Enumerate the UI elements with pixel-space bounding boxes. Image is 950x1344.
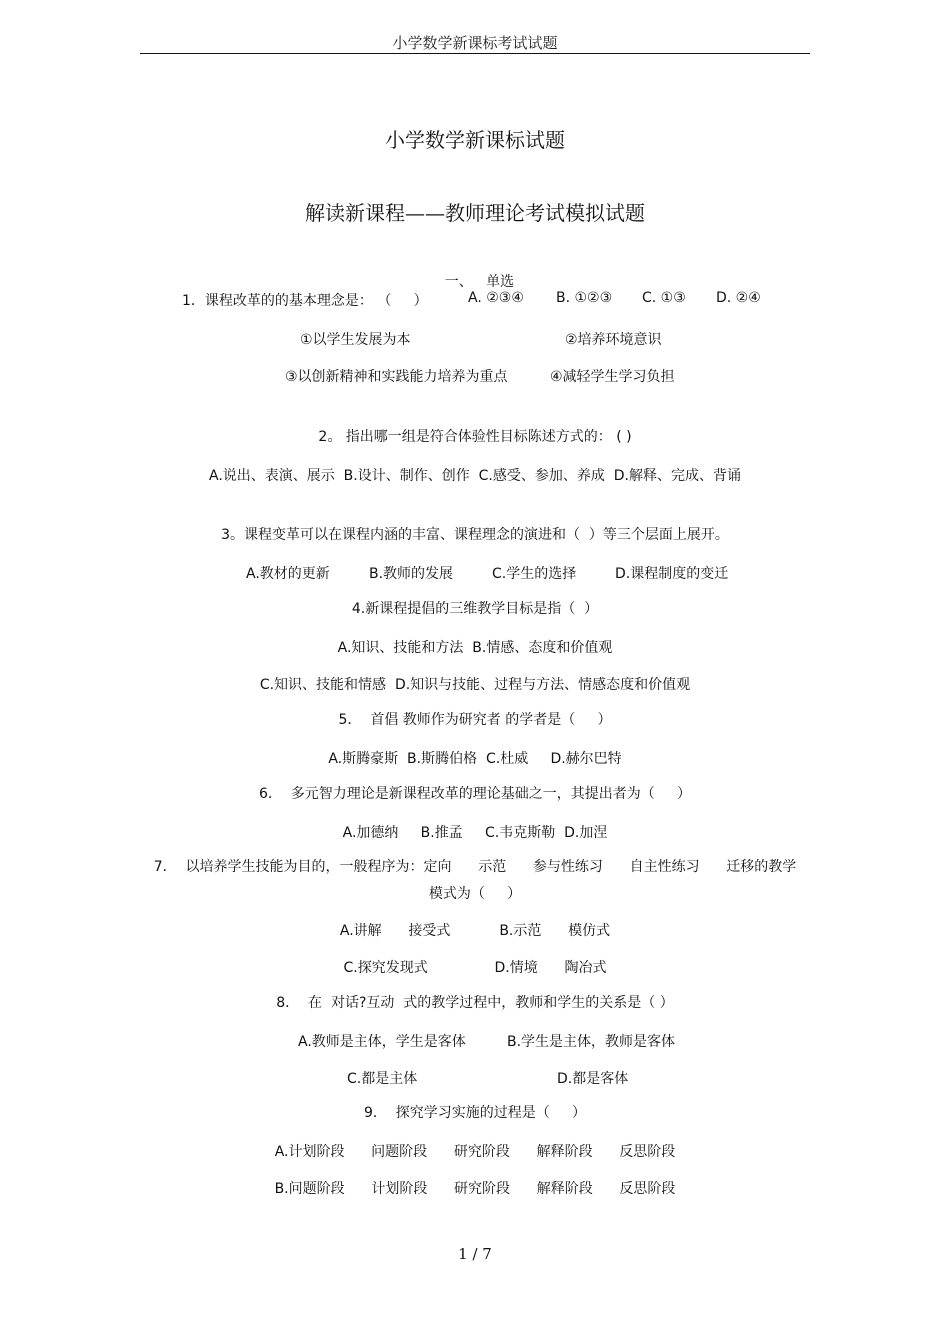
q1-item-2: ②培养环境意识	[565, 332, 662, 348]
q8-option-a: A.教师是主体，学生是客体	[298, 1034, 466, 1050]
q3-option-d: D.课程制度的变迁	[615, 566, 729, 582]
q5-options: A.斯腾豪斯 B.斯腾伯格 C.杜威 D.赫尔巴特	[328, 751, 622, 767]
q7-options-line-1: A.讲解 接受式 B.示范 模仿式	[339, 923, 611, 939]
q8-option-c: C.都是主体	[347, 1071, 418, 1087]
q4-options-line-2: C.知识、技能和情感 D.知识与技能、过程与方法、情感态度和价值观	[259, 677, 691, 693]
q9-options-line-2: B.问题阶段 计划阶段 研究阶段 解释阶段 反思阶段	[274, 1181, 676, 1197]
q7-stem-line-2: 模式为（ ）	[428, 886, 522, 902]
q1-item-1: ①以学生发展为本	[300, 332, 411, 348]
q9-options-line-1: A.计划阶段 问题阶段 研究阶段 解释阶段 反思阶段	[274, 1144, 676, 1160]
q6-options: A.加德纳 B.推孟 C.韦克斯勒 D.加涅	[342, 825, 608, 841]
q1-option-b: B. ①②③	[556, 290, 613, 306]
q8-option-b: B.学生是主体，教师是客体	[507, 1034, 676, 1050]
q1-item-4: ④减轻学生学习负担	[550, 369, 675, 385]
q7-stem-line-1: 7． 以培养学生技能为目的，一般程序为：定向 示范 参与性练习 自主性练习 迁移的教学	[153, 859, 797, 875]
q5-stem: 5． 首倡 教师作为研究者 的学者是（ ）	[338, 712, 612, 728]
section-number: 一、	[444, 274, 473, 290]
header-divider	[140, 53, 810, 54]
q1-option-d: D. ②④	[716, 290, 761, 306]
q1-item-3: ③以创新精神和实践能力培养为重点	[285, 369, 508, 385]
q6-stem: 6． 多元智力理论是新课程改革的理论基础之一，其提出者为（ ）	[258, 786, 692, 802]
q2-stem: 2。 指出哪一组是符合体验性目标陈述方式的： ( )	[318, 429, 632, 445]
q4-stem: 4.新课程提倡的三维教学目标是指（ ）	[351, 601, 599, 617]
q3-option-b: B.教师的发展	[369, 566, 454, 582]
page-title: 小学数学新课标试题	[385, 128, 565, 152]
q3-option-c: C.学生的选择	[492, 566, 577, 582]
page-number: 1 / 7	[458, 1245, 492, 1263]
section-heading	[0, 255, 950, 291]
page-subtitle: 解读新课程——教师理论考试模拟试题	[305, 201, 645, 225]
section-label: 单选	[486, 274, 515, 290]
q8-option-d: D.都是客体	[557, 1071, 629, 1087]
q1-option-a: A. ②③④	[468, 290, 524, 306]
q3-stem: 3。课程变革可以在课程内涵的丰富、课程理念的演进和（ ）等三个层面上展开。	[221, 527, 729, 543]
q1-option-c: C. ①③	[642, 290, 686, 306]
q9-stem: 9． 探究学习实施的过程是（ ）	[363, 1105, 587, 1121]
q3-option-a: A.教材的更新	[246, 566, 330, 582]
q8-stem: 8． 在 对话?互动 式的教学过程中，教师和学生的关系是（ ）	[276, 995, 674, 1011]
q2-options: A.说出、表演、展示 B.设计、制作、创作 C.感受、参加、养成 D.解释、完成、背诵	[209, 468, 741, 484]
q1-stem: 1．课程改革的的基本理念是： （ ）	[182, 293, 428, 309]
q4-options-line-1: A.知识、技能和方法 B.情感、态度和价值观	[337, 640, 613, 656]
q7-options-line-2: C.探究发现式 D.情境 陶冶式	[343, 960, 607, 976]
running-header: 小学数学新课标考试试题	[392, 34, 558, 52]
